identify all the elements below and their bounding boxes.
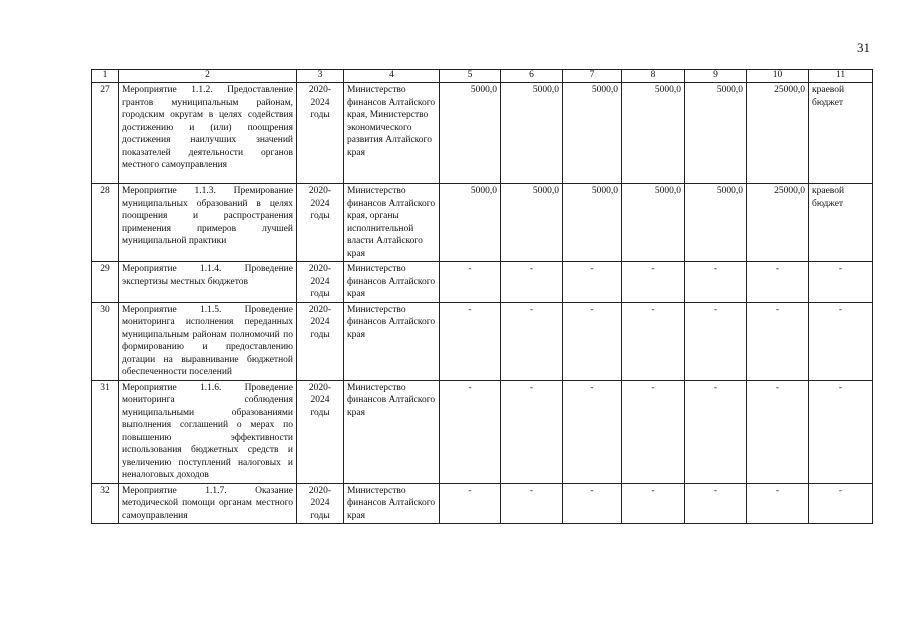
value-2020: -: [440, 483, 501, 524]
column-number: 11: [809, 70, 873, 83]
period: 2020-2024 годы: [297, 262, 344, 303]
column-number-row: [92, 70, 873, 83]
funding-source: -: [809, 380, 873, 483]
executor: Министерство финансов Алтайского края: [344, 262, 440, 303]
value-2021: -: [501, 302, 563, 380]
value-2024: -: [685, 380, 747, 483]
value-2022: -: [563, 483, 622, 524]
table-row: [92, 262, 873, 303]
value-2021: -: [501, 483, 563, 524]
table-row: [92, 184, 873, 262]
funding-source: -: [809, 262, 873, 303]
value-total: -: [747, 483, 809, 524]
period: 2020-2024 годы: [297, 184, 344, 262]
period: 2020-2024 годы: [297, 483, 344, 524]
value-2021: -: [501, 262, 563, 303]
value-2020: 5000,0: [440, 83, 501, 184]
column-number: 4: [344, 70, 440, 83]
executor: Министерство финансов Алтайского края, органы исполнительной власти Алтайского края: [344, 184, 440, 262]
value-2020: 5000,0: [440, 184, 501, 262]
program-events-table: [91, 69, 873, 524]
value-2024: -: [685, 483, 747, 524]
value-2020: -: [440, 302, 501, 380]
value-2022: 5000,0: [563, 184, 622, 262]
event-name: Мероприятие 1.1.3. Премирование муниципальных образований в целях поощрения и распространения применения примеров лучшей муниципальной практики: [119, 184, 297, 262]
column-number: 8: [622, 70, 685, 83]
table-row: [92, 302, 873, 380]
funding-source: -: [809, 302, 873, 380]
funding-source: краевой бюджет: [809, 184, 873, 262]
value-2024: 5000,0: [685, 184, 747, 262]
table-row: [92, 483, 873, 524]
value-total: 25000,0: [747, 83, 809, 184]
row-number: 29: [92, 262, 119, 303]
funding-source: краевой бюджет: [809, 83, 873, 184]
value-2020: -: [440, 262, 501, 303]
column-number: 7: [563, 70, 622, 83]
value-2023: -: [622, 483, 685, 524]
column-number: 2: [119, 70, 297, 83]
value-2022: -: [563, 302, 622, 380]
executor: Министерство финансов Алтайского края: [344, 302, 440, 380]
row-number: 31: [92, 380, 119, 483]
value-2024: 5000,0: [685, 83, 747, 184]
table-row: [92, 83, 873, 184]
executor: Министерство финансов Алтайского края, Министерство экономического развития Алтайского края: [344, 83, 440, 184]
value-total: -: [747, 302, 809, 380]
value-2023: -: [622, 262, 685, 303]
value-2024: -: [685, 302, 747, 380]
value-2022: -: [563, 380, 622, 483]
value-2024: -: [685, 262, 747, 303]
executor: Министерство финансов Алтайского края: [344, 483, 440, 524]
column-number: 9: [685, 70, 747, 83]
value-2023: 5000,0: [622, 184, 685, 262]
value-total: 25000,0: [747, 184, 809, 262]
row-number: 30: [92, 302, 119, 380]
value-2022: -: [563, 262, 622, 303]
table-row: [92, 380, 873, 483]
period: 2020-2024 годы: [297, 380, 344, 483]
value-2021: 5000,0: [501, 83, 563, 184]
column-number: 5: [440, 70, 501, 83]
column-number: 6: [501, 70, 563, 83]
page-number: 31: [857, 40, 870, 55]
event-name: Мероприятие 1.1.4. Проведение экспертизы местных бюджетов: [119, 262, 297, 303]
value-total: -: [747, 380, 809, 483]
column-number: 1: [92, 70, 119, 83]
value-total: -: [747, 262, 809, 303]
value-2023: -: [622, 380, 685, 483]
value-2021: -: [501, 380, 563, 483]
row-number: 28: [92, 184, 119, 262]
event-name: Мероприятие 1.1.7. Оказание методической помощи органам местного самоуправления: [119, 483, 297, 524]
column-number: 10: [747, 70, 809, 83]
event-name: Мероприятие 1.1.6. Проведение мониторинга соблюдения муниципальными образованиями выполнения соглашений о мерах по повышению эффективности использования бюджетных средств и увеличению поступлений налоговых и неналоговых доходов: [119, 380, 297, 483]
value-2020: -: [440, 380, 501, 483]
period: 2020-2024 годы: [297, 83, 344, 184]
value-2021: 5000,0: [501, 184, 563, 262]
value-2023: -: [622, 302, 685, 380]
value-2022: 5000,0: [563, 83, 622, 184]
column-number: 3: [297, 70, 344, 83]
row-number: 27: [92, 83, 119, 184]
period: 2020-2024 годы: [297, 302, 344, 380]
event-name: Мероприятие 1.1.5. Проведение мониторинга исполнения переданных муниципальным районам полномочий по формированию и предоставлению дотации на выравнивание бюджетной обеспеченности поселений: [119, 302, 297, 380]
value-2023: 5000,0: [622, 83, 685, 184]
executor: Министерство финансов Алтайского края: [344, 380, 440, 483]
row-number: 32: [92, 483, 119, 524]
funding-source: -: [809, 483, 873, 524]
event-name: Мероприятие 1.1.2. Предоставление грантов муниципальным районам, городским округам в целях содействия достижению и (или) поощрения достижения наилучших значений показателей деятельности органов местного самоуправления: [119, 83, 297, 184]
